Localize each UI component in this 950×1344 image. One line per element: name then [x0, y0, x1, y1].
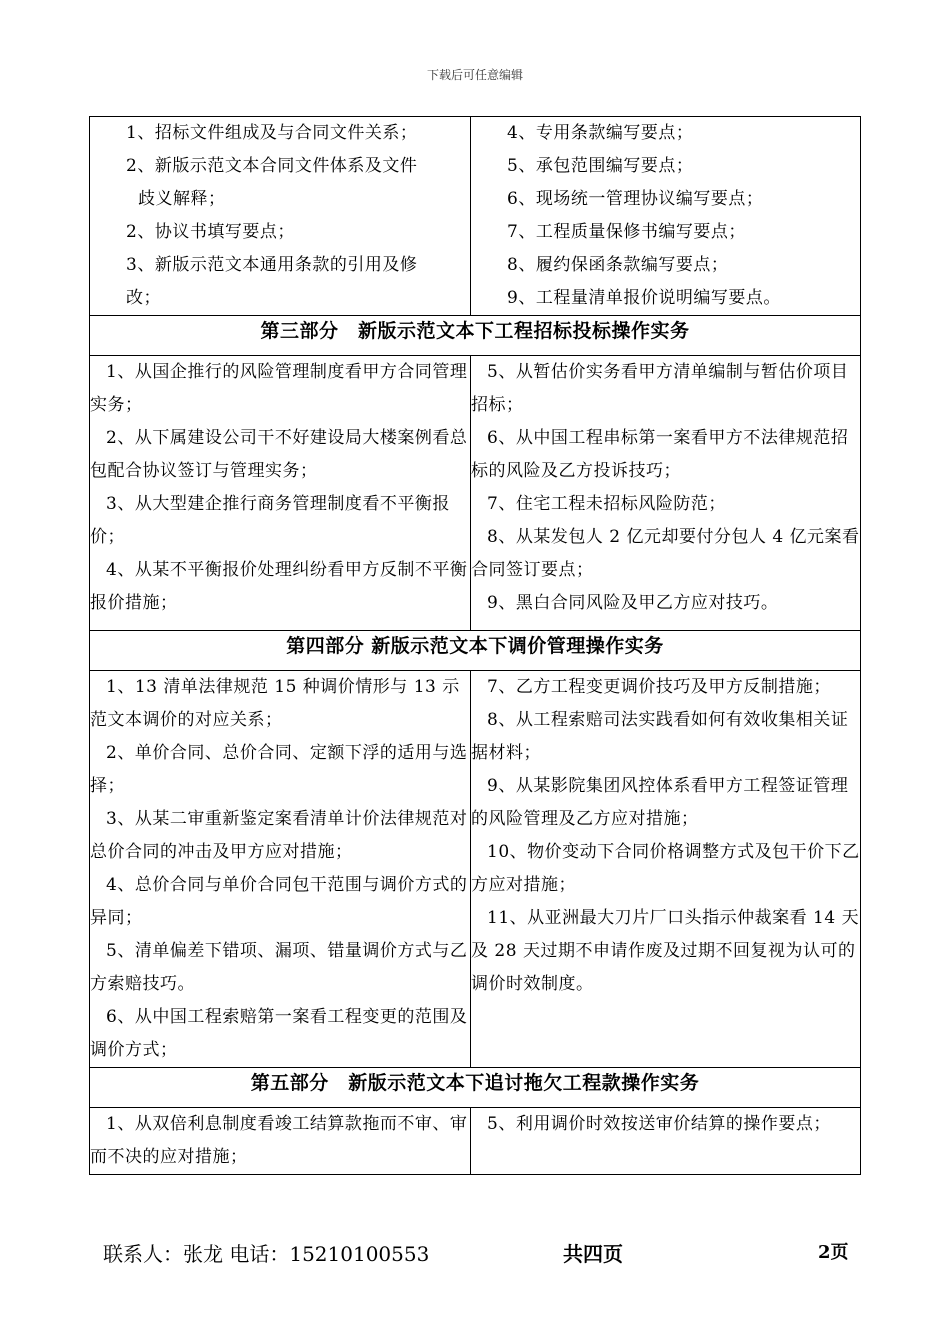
list-item: 4、从某不平衡报价处理纠纷看甲方反制不平衡报价措施；: [90, 560, 468, 613]
list-item: 7、住宅工程未招标风险防范；: [487, 494, 726, 514]
list-item: 1、13 清单法律规范 15 种调价情形与 13 示范文本调价的对应关系；: [90, 677, 460, 730]
section-title-part5: 第五部分 新版示范文本下追讨拖欠工程款操作实务: [90, 1068, 861, 1108]
list-item: 4、专用条款编写要点；: [507, 123, 694, 143]
section-right: [471, 1108, 861, 1175]
list-item: 8、从工程索赔司法实践看如何有效收集相关证据材料；: [471, 710, 849, 763]
list-item: 3、从某二审重新鉴定案看清单计价法律规范对总价合同的冲击及甲方应对措施；: [90, 809, 468, 862]
section-right: [471, 671, 861, 1068]
contact-info: 联系人：张龙 电话：15210100553: [103, 1242, 430, 1266]
list-item: 2、从下属建设公司干不好建设局大楼案例看总包配合协议签订与管理实务；: [90, 428, 468, 481]
list-item: 2、协议书填写要点；: [126, 222, 295, 242]
list-item: 2、新版示范文本合同文件体系及文件: [126, 156, 418, 176]
list-item: 8、从某发包人 2 亿元却要付分包人 4 亿元案看合同签订要点；: [471, 527, 860, 580]
section-row-part4: [90, 671, 861, 1068]
list-item: 6、从中国工程索赔第一案看工程变更的范围及调价方式；: [90, 1007, 468, 1060]
top-block-row: [90, 117, 861, 316]
total-pages: 共四页: [563, 1242, 623, 1266]
list-item: 10、物价变动下合同价格调整方式及包干价下乙方应对措施；: [471, 842, 860, 895]
list-item: 2、单价合同、总价合同、定额下浮的适用与选择；: [90, 743, 468, 796]
page-footer: [0, 1238, 950, 1268]
section-left: [90, 1108, 471, 1175]
list-item: 3、新版示范文本通用条款的引用及修: [126, 255, 418, 275]
list-item: 1、招标文件组成及与合同文件关系；: [126, 123, 418, 143]
list-item: 歧义解释；: [138, 189, 226, 209]
list-item: 6、从中国工程串标第一案看甲方不法律规范招标的风险及乙方投诉技巧；: [471, 428, 849, 481]
section-title-part3: 第三部分 新版示范文本下工程招标投标操作实务: [90, 316, 861, 356]
header-watermark: 下载后可任意编辑: [426, 68, 523, 82]
section-title-part4: 第四部分 新版示范文本下调价管理操作实务: [90, 631, 861, 671]
list-item: 6、现场统一管理协议编写要点；: [507, 189, 764, 209]
section-row-part3: [90, 356, 861, 631]
section-right: [471, 356, 861, 631]
list-item: 改；: [126, 288, 161, 308]
list-item: 7、工程质量保修书编写要点；: [507, 222, 746, 242]
list-item: 9、从某影院集团风控体系看甲方工程签证管理的风险管理及乙方应对措施；: [471, 776, 849, 829]
list-item: 1、从国企推行的风险管理制度看甲方合同管理实务；: [90, 362, 468, 415]
section-left: [90, 356, 471, 631]
list-item: 7、乙方工程变更调价技巧及甲方反制措施；: [487, 677, 831, 697]
section-row-part5: [90, 1108, 861, 1175]
list-item: 5、利用调价时效按送审价结算的操作要点；: [487, 1114, 831, 1134]
list-item: 1、从双倍利息制度看竣工结算款拖而不审、审而不决的应对措施；: [90, 1114, 468, 1167]
list-item: 4、总价合同与单价合同包干范围与调价方式的异同；: [90, 875, 468, 928]
page-number: 2页: [818, 1242, 849, 1263]
list-item: 9、工程量清单报价说明编写要点。: [507, 288, 781, 308]
list-item: 5、从暂估价实务看甲方清单编制与暂估价项目招标；: [471, 362, 849, 415]
list-item: 9、黑白合同风险及甲乙方应对技巧。: [487, 593, 779, 613]
section-left: [90, 671, 471, 1068]
document-table: [89, 116, 861, 1175]
list-item: 5、清单偏差下错项、漏项、错量调价方式与乙方索赔技巧。: [90, 941, 468, 994]
list-item: 3、从大型建企推行商务管理制度看不平衡报价；: [90, 494, 450, 547]
list-item: 8、履约保函条款编写要点；: [507, 255, 729, 275]
top-block-right: [471, 117, 861, 316]
list-item: 11、从亚洲最大刀片厂口头指示仲裁案看 14 天及 28 天过期不申请作废及过期不回复视为认可的调价时效制度。: [471, 908, 860, 994]
top-block-left: [90, 117, 471, 316]
list-item: 5、承包范围编写要点；: [507, 156, 694, 176]
